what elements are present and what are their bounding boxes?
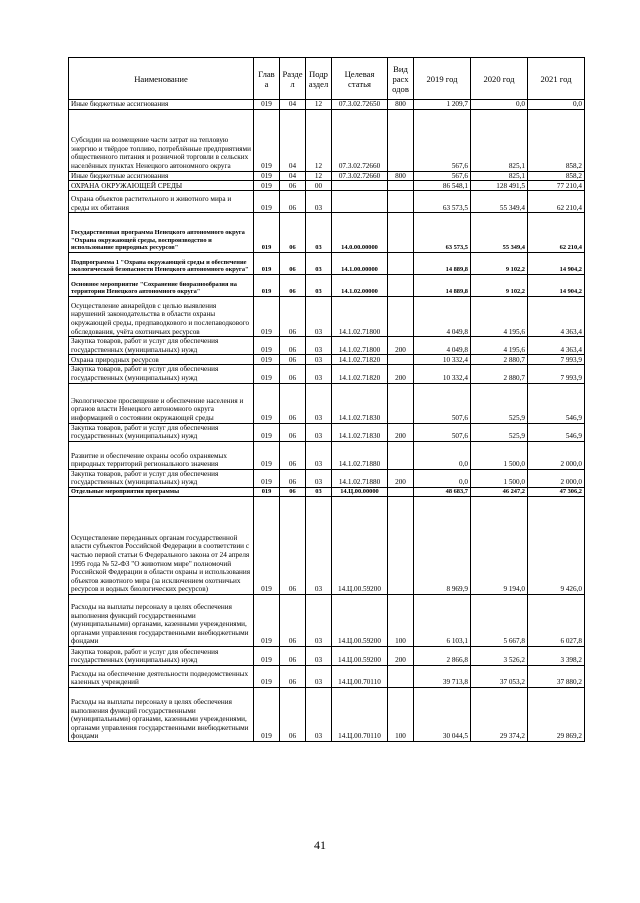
cell-chapter: 019	[254, 191, 280, 213]
cell-target: 14.1.02.71880	[332, 441, 388, 469]
cell-2021: 62 210,4	[528, 213, 585, 253]
cell-name: Осуществление переданных органам государственной власти субъектов Российской Федерации в соответствии с частью первой статьи 6 Федерального закона от 24 апреля 1995 года № 52-ФЗ "О животном мире" полномочий Российской Федерации в области охраны и использования объектов животного мира (за исключением охотничьих ресурсов и водных биологических ресурсов)	[69, 496, 254, 594]
cell-section: 06	[280, 423, 306, 441]
cell-target: 14.1.02.71820	[332, 365, 388, 383]
cell-2021: 0,0	[528, 100, 585, 110]
cell-subsection: 03	[306, 275, 332, 297]
cell-2019: 2 866,8	[414, 646, 471, 665]
cell-subsection: 03	[306, 337, 332, 355]
cell-2019: 14 889,8	[414, 253, 471, 275]
col-header-target: Целевая статья	[332, 58, 388, 100]
table-row	[69, 355, 585, 365]
cell-subsection: 03	[306, 665, 332, 687]
cell-2021: 2 000,0	[528, 441, 585, 469]
cell-2021: 14 904,2	[528, 275, 585, 297]
cell-2019: 4 049,8	[414, 337, 471, 355]
cell-2021: 3 398,2	[528, 646, 585, 665]
cell-section: 06	[280, 441, 306, 469]
cell-subsection: 03	[306, 365, 332, 383]
cell-subsection: 03	[306, 355, 332, 365]
cell-2019: 63 573,5	[414, 213, 471, 253]
cell-name: Иные бюджетные ассигнования	[69, 171, 254, 181]
cell-2020: 4 195,6	[471, 337, 528, 355]
cell-chapter: 019	[254, 253, 280, 275]
cell-2020: 46 247,2	[471, 487, 528, 496]
table-row	[69, 100, 585, 110]
cell-chapter: 019	[254, 594, 280, 646]
cell-subsection: 03	[306, 687, 332, 741]
cell-chapter: 019	[254, 181, 280, 191]
cell-section: 06	[280, 383, 306, 423]
cell-target: 14.1.02.71830	[332, 383, 388, 423]
cell-chapter: 019	[254, 665, 280, 687]
col-header-name: Наименование	[69, 58, 254, 100]
cell-expense-type	[388, 181, 414, 191]
cell-chapter: 019	[254, 297, 280, 337]
cell-subsection: 12	[306, 100, 332, 110]
cell-target: 14.1.02.71800	[332, 297, 388, 337]
cell-section: 06	[280, 687, 306, 741]
cell-section: 06	[280, 496, 306, 594]
cell-target	[332, 191, 388, 213]
cell-target: 14.Ц.00.00000	[332, 487, 388, 496]
table-row	[69, 109, 585, 171]
col-header-chapter: Глав а	[254, 58, 280, 100]
cell-expense-type: 200	[388, 646, 414, 665]
cell-2019: 63 573,5	[414, 191, 471, 213]
cell-expense-type: 800	[388, 100, 414, 110]
cell-2021: 14 904,2	[528, 253, 585, 275]
cell-chapter: 019	[254, 469, 280, 487]
cell-chapter: 019	[254, 646, 280, 665]
cell-2021: 546,9	[528, 383, 585, 423]
cell-expense-type: 100	[388, 594, 414, 646]
cell-chapter: 019	[254, 687, 280, 741]
cell-subsection: 03	[306, 469, 332, 487]
cell-section: 06	[280, 665, 306, 687]
cell-expense-type	[388, 297, 414, 337]
cell-expense-type: 200	[388, 365, 414, 383]
cell-2021: 9 426,0	[528, 496, 585, 594]
cell-2019: 10 332,4	[414, 365, 471, 383]
cell-section: 06	[280, 365, 306, 383]
cell-2019: 1 209,7	[414, 100, 471, 110]
cell-section: 06	[280, 191, 306, 213]
cell-name: Закупка товаров, работ и услуг для обеспечения государственных (муниципальных) нужд	[69, 646, 254, 665]
cell-2021: 7 993,9	[528, 355, 585, 365]
header-row	[69, 58, 585, 100]
cell-subsection: 03	[306, 423, 332, 441]
table-row	[69, 365, 585, 383]
cell-section: 06	[280, 297, 306, 337]
cell-target: 14.1.02.71820	[332, 355, 388, 365]
cell-2021: 4 363,4	[528, 337, 585, 355]
cell-target: 14.1.00.00000	[332, 253, 388, 275]
cell-2021: 7 993,9	[528, 365, 585, 383]
cell-section: 06	[280, 275, 306, 297]
cell-chapter: 019	[254, 496, 280, 594]
cell-name: Экологическое просвещение и обеспечение населения и органов власти Ненецкого автономного округа информацией о состоянии окружающей среды	[69, 383, 254, 423]
cell-chapter: 019	[254, 383, 280, 423]
cell-section: 06	[280, 337, 306, 355]
cell-2021: 858,2	[528, 109, 585, 171]
cell-2019: 30 044,5	[414, 687, 471, 741]
table-row	[69, 253, 585, 275]
col-header-2020: 2020 год	[471, 58, 528, 100]
table-row	[69, 496, 585, 594]
cell-2021: 6 027,8	[528, 594, 585, 646]
col-header-2021: 2021 год	[528, 58, 585, 100]
cell-subsection: 12	[306, 171, 332, 181]
table-row	[69, 441, 585, 469]
cell-name: Подпрограмма 1 "Охрана окружающей среды и обеспечение экологической безопасности Ненецкого автономного округа"	[69, 253, 254, 275]
cell-2019: 507,6	[414, 423, 471, 441]
cell-name: Основное мероприятие "Сохранение биоразнообразия на территории Ненецкого автономного округа"	[69, 275, 254, 297]
cell-target: 14.0.00.00000	[332, 213, 388, 253]
cell-2020: 2 880,7	[471, 365, 528, 383]
cell-2021: 2 000,0	[528, 469, 585, 487]
cell-2021: 47 306,2	[528, 487, 585, 496]
cell-subsection: 12	[306, 109, 332, 171]
cell-target: 14.Ц.00.70110	[332, 665, 388, 687]
cell-2020: 9 194,0	[471, 496, 528, 594]
cell-chapter: 019	[254, 275, 280, 297]
table-row	[69, 337, 585, 355]
cell-subsection: 03	[306, 496, 332, 594]
col-header-expense-type: Вид расх одов	[388, 58, 414, 100]
cell-name: Расходы на обеспечение деятельности подведомственных казенных учреждений	[69, 665, 254, 687]
cell-section: 04	[280, 100, 306, 110]
cell-2020: 9 102,2	[471, 253, 528, 275]
cell-2020: 3 526,2	[471, 646, 528, 665]
table-row	[69, 275, 585, 297]
cell-chapter: 019	[254, 365, 280, 383]
cell-2021: 37 880,2	[528, 665, 585, 687]
cell-target: 07.3.02.72660	[332, 171, 388, 181]
cell-expense-type: 800	[388, 171, 414, 181]
cell-2020: 1 500,0	[471, 469, 528, 487]
cell-chapter: 019	[254, 171, 280, 181]
cell-chapter: 019	[254, 441, 280, 469]
cell-chapter: 019	[254, 337, 280, 355]
cell-2020: 825,1	[471, 109, 528, 171]
cell-subsection: 03	[306, 487, 332, 496]
cell-expense-type	[388, 441, 414, 469]
cell-2021: 4 363,4	[528, 297, 585, 337]
table-row	[69, 181, 585, 191]
cell-name: Отдельные мероприятия программы	[69, 487, 254, 496]
cell-2019: 0,0	[414, 469, 471, 487]
table-row	[69, 297, 585, 337]
table-row	[69, 646, 585, 665]
cell-2019: 6 103,1	[414, 594, 471, 646]
cell-expense-type	[388, 496, 414, 594]
cell-name: Закупка товаров, работ и услуг для обеспечения государственных (муниципальных) нужд	[69, 337, 254, 355]
cell-name: Охрана природных ресурсов	[69, 355, 254, 365]
cell-section: 06	[280, 213, 306, 253]
table-row	[69, 171, 585, 181]
cell-2020: 0,0	[471, 100, 528, 110]
cell-chapter: 019	[254, 423, 280, 441]
cell-2020: 1 500,0	[471, 441, 528, 469]
cell-target	[332, 181, 388, 191]
cell-section: 06	[280, 487, 306, 496]
table-row	[69, 191, 585, 213]
table-row	[69, 594, 585, 646]
cell-target: 14.1.02.71880	[332, 469, 388, 487]
cell-expense-type	[388, 109, 414, 171]
cell-subsection: 03	[306, 297, 332, 337]
cell-expense-type: 200	[388, 337, 414, 355]
cell-chapter: 019	[254, 355, 280, 365]
cell-2020: 37 053,2	[471, 665, 528, 687]
cell-expense-type	[388, 253, 414, 275]
cell-subsection: 03	[306, 594, 332, 646]
cell-2019: 4 049,8	[414, 297, 471, 337]
cell-2020: 29 374,2	[471, 687, 528, 741]
cell-target: 14.Ц.00.59200	[332, 646, 388, 665]
table-row	[69, 487, 585, 496]
cell-2020: 5 667,8	[471, 594, 528, 646]
cell-name: Осуществление авиарейдов с целью выявления нарушений законодательства в области охраны окружающей среды, предпаводкового и послепаводкового обследования, учёта охотничьих ресурсов	[69, 297, 254, 337]
cell-2020: 525,9	[471, 383, 528, 423]
cell-target: 14.1.02.71830	[332, 423, 388, 441]
cell-name: Расходы на выплаты персоналу в целях обеспечения выполнения функций государственными (муниципальными) органами, казенными учреждениями, органами управления государственными внебюджетными фондами	[69, 687, 254, 741]
cell-2021: 29 869,2	[528, 687, 585, 741]
cell-name: Закупка товаров, работ и услуг для обеспечения государственных (муниципальных) нужд	[69, 423, 254, 441]
cell-expense-type: 100	[388, 687, 414, 741]
cell-target: 14.Ц.00.59200	[332, 496, 388, 594]
cell-2019: 8 969,9	[414, 496, 471, 594]
table-row	[69, 383, 585, 423]
cell-2019: 14 889,8	[414, 275, 471, 297]
cell-2021: 62 210,4	[528, 191, 585, 213]
cell-expense-type	[388, 275, 414, 297]
table-row	[69, 469, 585, 487]
cell-chapter: 019	[254, 487, 280, 496]
table-row	[69, 423, 585, 441]
cell-name: Расходы на выплаты персоналу в целях обеспечения выполнения функций государственными (муниципальными) органами, казенными учреждениями, органами управления государственными внебюджетными фондами	[69, 594, 254, 646]
cell-2020: 4 195,6	[471, 297, 528, 337]
cell-target: 14.Ц.00.70110	[332, 687, 388, 741]
cell-chapter: 019	[254, 213, 280, 253]
cell-expense-type	[388, 383, 414, 423]
cell-expense-type: 200	[388, 423, 414, 441]
cell-name: Государственная программа Ненецкого автономного округа "Охрана окружающей среды, воспроизводство и использование природных ресурсов"	[69, 213, 254, 253]
cell-2021: 546,9	[528, 423, 585, 441]
cell-section: 04	[280, 109, 306, 171]
cell-2020: 825,1	[471, 171, 528, 181]
cell-section: 06	[280, 181, 306, 191]
cell-target: 14.Ц.00.59200	[332, 594, 388, 646]
page-number: 41	[314, 838, 326, 852]
cell-2020: 525,9	[471, 423, 528, 441]
cell-2019: 10 332,4	[414, 355, 471, 365]
cell-expense-type	[388, 665, 414, 687]
cell-chapter: 019	[254, 109, 280, 171]
table-row	[69, 687, 585, 741]
cell-2019: 39 713,8	[414, 665, 471, 687]
cell-subsection: 03	[306, 646, 332, 665]
cell-target: 07.3.02.72650	[332, 100, 388, 110]
col-header-2019: 2019 год	[414, 58, 471, 100]
cell-2019: 567,6	[414, 171, 471, 181]
cell-subsection: 03	[306, 441, 332, 469]
cell-2019: 0,0	[414, 441, 471, 469]
col-header-section: Разде л	[280, 58, 306, 100]
cell-name: Охрана объектов растительного и животного мира и среды их обитания	[69, 191, 254, 213]
cell-name: Развитие и обеспечение охраны особо охраняемых природных территорий регионального значения	[69, 441, 254, 469]
cell-section: 06	[280, 594, 306, 646]
cell-subsection: 03	[306, 383, 332, 423]
cell-name: ОХРАНА ОКРУЖАЮЩЕЙ СРЕДЫ	[69, 181, 254, 191]
cell-chapter: 019	[254, 100, 280, 110]
table-row	[69, 213, 585, 253]
cell-name: Закупка товаров, работ и услуг для обеспечения государственных (муниципальных) нужд	[69, 365, 254, 383]
cell-target: 14.1.02.00000	[332, 275, 388, 297]
cell-2020: 55 349,4	[471, 213, 528, 253]
budget-table	[68, 57, 585, 742]
cell-subsection: 00	[306, 181, 332, 191]
table-row	[69, 665, 585, 687]
cell-target: 14.1.02.71800	[332, 337, 388, 355]
cell-2020: 9 102,2	[471, 275, 528, 297]
cell-section: 04	[280, 171, 306, 181]
cell-section: 06	[280, 646, 306, 665]
cell-target: 07.3.02.72660	[332, 109, 388, 171]
cell-2021: 858,2	[528, 171, 585, 181]
cell-subsection: 03	[306, 253, 332, 275]
cell-2019: 48 683,7	[414, 487, 471, 496]
cell-2020: 2 880,7	[471, 355, 528, 365]
cell-2020: 128 491,5	[471, 181, 528, 191]
cell-expense-type: 200	[388, 469, 414, 487]
cell-section: 06	[280, 355, 306, 365]
cell-expense-type	[388, 355, 414, 365]
cell-2019: 507,6	[414, 383, 471, 423]
cell-2019: 567,6	[414, 109, 471, 171]
cell-section: 06	[280, 469, 306, 487]
cell-expense-type	[388, 487, 414, 496]
cell-expense-type	[388, 191, 414, 213]
cell-section: 06	[280, 253, 306, 275]
cell-subsection: 03	[306, 213, 332, 253]
cell-name: Субсидии на возмещение части затрат на тепловую энергию и твёрдое топливо, потреблённые предприятиями общественного питания и розничной торговли в сельских населённых пунктах Ненецкого автономного округа	[69, 109, 254, 171]
cell-2020: 55 349,4	[471, 191, 528, 213]
cell-subsection: 03	[306, 191, 332, 213]
col-header-subsection: Подр аздел	[306, 58, 332, 100]
cell-name: Закупка товаров, работ и услуг для обеспечения государственных (муниципальных) нужд	[69, 469, 254, 487]
cell-name: Иные бюджетные ассигнования	[69, 100, 254, 110]
cell-2021: 77 210,4	[528, 181, 585, 191]
cell-expense-type	[388, 213, 414, 253]
cell-2019: 86 548,1	[414, 181, 471, 191]
